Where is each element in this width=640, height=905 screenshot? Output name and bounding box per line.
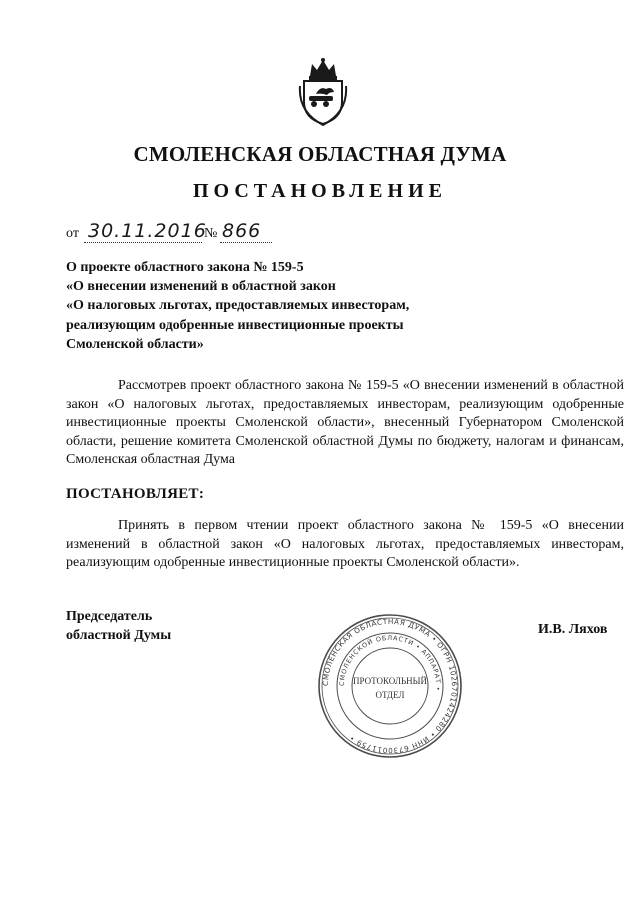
stamp-center-line: ОТДЕЛ [375,690,405,700]
date-label: от [66,226,79,241]
stamp-outer-text: СМОЛЕНСКАЯ ОБЛАСТНАЯ ДУМА • ОГРН 1026701424280 • ИНН 6730011759 • [320,616,460,756]
resolution-paragraph: Принять в первом чтении проект областного закона № 159-5 «О внесении изменений в областной закон «О налоговых льготах, предоставляемых инвесторам, реализующим одобренные инвестиционные проекты Смоленской области». [66,518,624,571]
document-subject [66,258,466,354]
subject-line: «О налоговых льготах, предоставляемых инвесторам, [66,298,410,314]
signatory-role [66,607,171,645]
signatory-role-line: областной Думы [66,628,172,643]
decides-heading: ПОСТАНОВЛЯЕТ: [66,486,205,502]
subject-line: О проекте областного закона № 159-5 [66,260,304,275]
document-type: ПОСТАНОВЛЕНИЕ [193,180,447,202]
number-label: № [204,226,218,241]
subject-line: реализующим одобренные инвестиционные проекты [66,317,404,333]
preamble-paragraph: Рассмотрев проект областного закона № 159-5 «О внесении изменений в областной закон «О налоговых льготах, предоставляемых инвесторам, реализующим одобренные инвестиционные проекты Смоленской области», внесенный Губернатором Смоленской области, решение комитета Смоленской областной Думы по бюджету, налогам и финансам, Смоленская областная Дума [66,378,624,468]
round-seal-icon [316,612,464,760]
date-number-line [66,220,366,248]
stamp-center-line: ПРОТОКОЛЬНЫЙ [353,676,427,686]
signatory-role-line: Председатель [66,609,153,624]
organization-title: СМОЛЕНСКАЯ ОБЛАСТНАЯ ДУМА [133,142,507,166]
subject-line: «О внесении изменений в областной закон [66,279,336,295]
date-value: 30.11.2016 [88,220,207,242]
number-value: 866 [222,220,262,242]
signatory-name: И.В. Ляхов [538,622,608,637]
stamp-inner-text: СМОЛЕНСКОЙ ОБЛАСТИ • АППАРАТ • [337,633,443,692]
subject-line: Смоленской области» [66,336,204,352]
coat-of-arms-icon [296,56,350,126]
